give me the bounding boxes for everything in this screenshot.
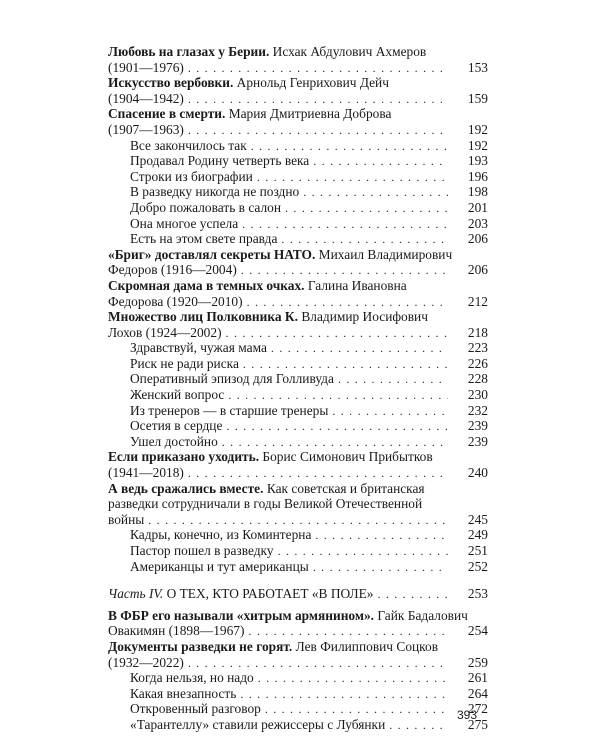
toc-entry-text: В разведку никогда не поздно [130, 184, 300, 200]
toc-entry-text: Пастор пошел в разведку [130, 543, 274, 558]
toc-page-number: 239 [467, 433, 488, 449]
toc-page-number: 252 [467, 558, 488, 574]
toc-entry-text: Оперативный эпизод для Голливуда [130, 371, 334, 387]
toc-chapter-line[interactable] [108, 75, 488, 91]
toc-subsection-line[interactable] [108, 686, 488, 702]
dot-leader [226, 326, 448, 342]
toc-chapter-line[interactable] [108, 512, 488, 528]
toc-page-number: 240 [467, 465, 488, 481]
dot-leader [148, 513, 448, 529]
toc-entry-title: Спасение в смерти. [108, 106, 226, 122]
dot-leader [188, 123, 448, 139]
toc-subsection-line[interactable] [108, 153, 488, 169]
toc-subsection-line[interactable] [108, 216, 488, 232]
toc-page-number: 218 [467, 324, 488, 340]
toc-page-number: 228 [467, 371, 488, 387]
dot-leader [313, 560, 448, 576]
toc-chapter-line[interactable] [108, 496, 488, 512]
toc-entry-text: Когда нельзя, но надо [130, 670, 254, 686]
toc-entry-text: Добро пожаловать в салон [130, 199, 282, 215]
toc-page-number: 249 [467, 527, 488, 543]
toc-entry-text: Если приказано уходить. Борис Симонович Прибытков [108, 449, 433, 465]
toc-page-number: 253 [467, 586, 488, 602]
toc-entry-text: Здравствуй, чужая мама [130, 340, 267, 356]
toc-entry-title: А ведь сражались вместе. [108, 480, 264, 496]
toc-entry-title: «Бриг» доставлял секреты НАТО. [108, 246, 316, 262]
toc-subsection-line[interactable] [108, 184, 488, 200]
toc-entry-text: Риск не ради риска [130, 355, 239, 371]
toc-subsection-line[interactable] [108, 200, 488, 216]
toc-page-number: 159 [467, 90, 488, 106]
dot-leader [332, 404, 448, 420]
toc-subsection-line[interactable] [108, 169, 488, 185]
toc-page-number: 259 [467, 654, 488, 670]
toc-subsection-line[interactable] [108, 387, 488, 403]
part-label: Часть IV. [108, 586, 164, 602]
toc-subsection-line[interactable] [108, 356, 488, 372]
toc-chapter-line[interactable] [108, 106, 488, 122]
toc-page-number: 201 [467, 199, 488, 215]
dot-leader [226, 419, 448, 435]
toc-entry-text: Овакимян (1898—1967) [108, 623, 245, 639]
dot-leader [188, 466, 448, 482]
toc-entry-text: Из тренеров — в старшие тренеры [130, 402, 329, 418]
toc-page-number: 198 [467, 184, 488, 200]
dot-leader [258, 671, 448, 687]
toc-entry-text: (1941—2018) [108, 465, 184, 481]
toc-entry-text: разведки сотрудничали в годы Великой Отечественной [108, 496, 423, 512]
toc-entry-text: Продавал Родину четверть века [130, 153, 310, 169]
dot-leader [265, 702, 448, 718]
toc-chapter-line[interactable] [108, 309, 488, 325]
toc-chapter-line[interactable] [108, 294, 488, 310]
toc-page-number: 192 [467, 137, 488, 153]
toc-entry-text: Федоров (1916—2004) [108, 262, 237, 278]
toc-entry-text: (1904—1942) [108, 90, 184, 106]
toc-page-number: 261 [467, 670, 488, 686]
toc-subsection-line[interactable] [108, 403, 488, 419]
toc-chapter-line[interactable] [108, 655, 488, 671]
dot-leader [278, 544, 448, 560]
part-title: Часть IV. О ТЕХ, КТО РАБОТАЕТ «В ПОЛЕ» [108, 586, 374, 602]
toc-page-number: 203 [467, 215, 488, 231]
toc-subsection-line[interactable] [108, 340, 488, 356]
toc-page-number: 206 [467, 231, 488, 247]
toc-entry-title: Если приказано уходить. [108, 449, 260, 465]
dot-leader [228, 388, 448, 404]
dot-leader [247, 295, 448, 311]
toc-chapter-line[interactable] [108, 465, 488, 481]
toc-chapter-line[interactable] [108, 44, 488, 60]
toc-entry-text: Любовь на глазах у Берии. Исхак Абдулович Ахмеров [108, 44, 427, 59]
toc-chapter-line[interactable] [108, 449, 488, 465]
toc-chapter-line[interactable] [108, 608, 488, 624]
toc-entry-text: Множество лиц Полковника К. Владимир Иосифович [108, 309, 428, 325]
dot-leader [389, 718, 448, 734]
toc-subsection-line[interactable] [108, 717, 488, 733]
dot-leader [281, 232, 448, 248]
toc-entry-text: Искусство вербовки. Арнольд Генрихович Дейч [108, 75, 389, 91]
dot-leader [313, 154, 448, 170]
toc-page-number: 153 [467, 59, 488, 75]
toc-page-number: 196 [467, 168, 488, 184]
toc-entry-title: В ФБР его называли «хитрым армянином». [108, 607, 375, 623]
dot-leader [188, 656, 448, 672]
toc-page-number: 192 [467, 121, 488, 137]
dot-leader [377, 587, 448, 603]
toc-chapter-line[interactable] [108, 247, 488, 263]
toc-page-number: 272 [467, 701, 488, 717]
toc-entry-text: Какая внезапность [130, 685, 237, 701]
dot-leader [222, 435, 448, 451]
toc-subsection-line[interactable] [108, 138, 488, 154]
toc-chapter-line[interactable] [108, 623, 488, 639]
dot-leader [243, 357, 448, 373]
toc-page-number: 251 [467, 543, 488, 558]
toc-page-number: 193 [467, 153, 488, 169]
toc-entry-text: войны [108, 511, 145, 527]
toc-page-number: 226 [467, 355, 488, 371]
toc-entry-text: Федорова (1920—2010) [108, 293, 243, 309]
dot-leader [251, 139, 448, 155]
toc-entry-text: Она многое успела [130, 215, 239, 231]
toc-entry-text: (1901—1976) [108, 59, 184, 75]
dot-leader [248, 624, 448, 640]
toc-page-number: 275 [467, 716, 488, 732]
dot-leader [338, 372, 448, 388]
toc-chapter-line[interactable] [108, 481, 488, 497]
toc-entry-title: Искусство вербовки. [108, 75, 234, 91]
toc-entry-title: Документы разведки не горят. [108, 638, 293, 654]
toc-entry-text: Откровенный разговор [130, 701, 261, 717]
toc-entry-title: Скромная дама в темных очках. [108, 277, 305, 293]
dot-leader [271, 341, 448, 357]
toc-entry-text: Осетия в сердце [130, 418, 223, 434]
toc-entry-text: Лохов (1924—2002) [108, 324, 222, 340]
toc-entry-text: Строки из биографии [130, 168, 253, 184]
toc-entry-text: Документы разведки не горят. Лев Филиппович Соцков [108, 638, 439, 654]
toc-subsection-line[interactable] [108, 434, 488, 450]
dot-leader [241, 263, 448, 279]
dot-leader [303, 185, 448, 201]
table-of-contents [108, 44, 488, 733]
toc-entry-title: Любовь на глазах у Берии. [108, 44, 270, 59]
toc-subsection-line[interactable] [108, 543, 488, 559]
toc-subsection-line[interactable] [108, 418, 488, 434]
dot-leader [257, 170, 448, 186]
toc-entry-text: Американцы и тут американцы [130, 558, 309, 574]
toc-chapter-line[interactable] [108, 91, 488, 107]
page-number: 393 [457, 708, 478, 722]
toc-entry-text: В ФБР его называли «хитрым армянином». Гайк Бадалович [108, 607, 468, 623]
toc-entry-text: А ведь сражались вместе. Как советская и британская [108, 480, 425, 496]
toc-subsection-line[interactable] [108, 527, 488, 543]
toc-page-number: 264 [467, 685, 488, 701]
dot-leader [285, 201, 448, 217]
toc-page-number: 232 [467, 402, 488, 418]
toc-page-number: 245 [467, 511, 488, 527]
toc-chapter-line[interactable] [108, 639, 488, 655]
toc-chapter-line[interactable] [108, 278, 488, 294]
toc-page-number: 239 [467, 418, 488, 434]
toc-page-number: 254 [467, 623, 488, 639]
toc-entry-text: «Тарантеллу» ставили режиссеры с Лубянки [130, 716, 386, 732]
toc-chapter-line[interactable] [108, 262, 488, 278]
dot-leader [315, 528, 448, 544]
toc-page-number: 223 [467, 340, 488, 356]
dot-leader [240, 687, 448, 703]
toc-chapter-line[interactable] [108, 60, 488, 76]
toc-chapter-line[interactable] [108, 325, 488, 341]
toc-page-number: 212 [467, 293, 488, 309]
toc-entry-text: Все закончилось так [130, 137, 247, 153]
toc-chapter-line[interactable] [108, 122, 488, 138]
toc-subsection-line[interactable] [108, 231, 488, 247]
toc-entry-text: Есть на этом свете правда [130, 231, 278, 247]
toc-subsection-line[interactable] [108, 670, 488, 686]
toc-part-heading[interactable] [108, 586, 488, 602]
toc-entry-text: «Бриг» доставлял секреты НАТО. Михаил Владимирович [108, 246, 453, 262]
toc-entry-text: Женский вопрос [130, 387, 225, 403]
toc-entry-text: Кадры, конечно, из Коминтерна [130, 527, 312, 543]
dot-leader [188, 61, 448, 77]
dot-leader [188, 92, 448, 108]
toc-subsection-line[interactable] [108, 371, 488, 387]
toc-entry-text: (1907—1963) [108, 121, 184, 137]
toc-subsection-line[interactable] [108, 559, 488, 575]
toc-page-number: 230 [467, 387, 488, 403]
toc-entry-text: Ушел достойно [130, 433, 218, 449]
toc-entry-text: Скромная дама в темных очках. Галина Ивановна [108, 277, 407, 293]
dot-leader [242, 217, 448, 233]
toc-subsection-line[interactable] [108, 701, 488, 717]
toc-entry-title: Множество лиц Полковника К. [108, 309, 298, 325]
toc-entry-text: (1932—2022) [108, 654, 184, 670]
toc-page-number: 206 [467, 262, 488, 278]
toc-entry-text: Спасение в смерти. Мария Дмитриевна Доброва [108, 106, 392, 122]
